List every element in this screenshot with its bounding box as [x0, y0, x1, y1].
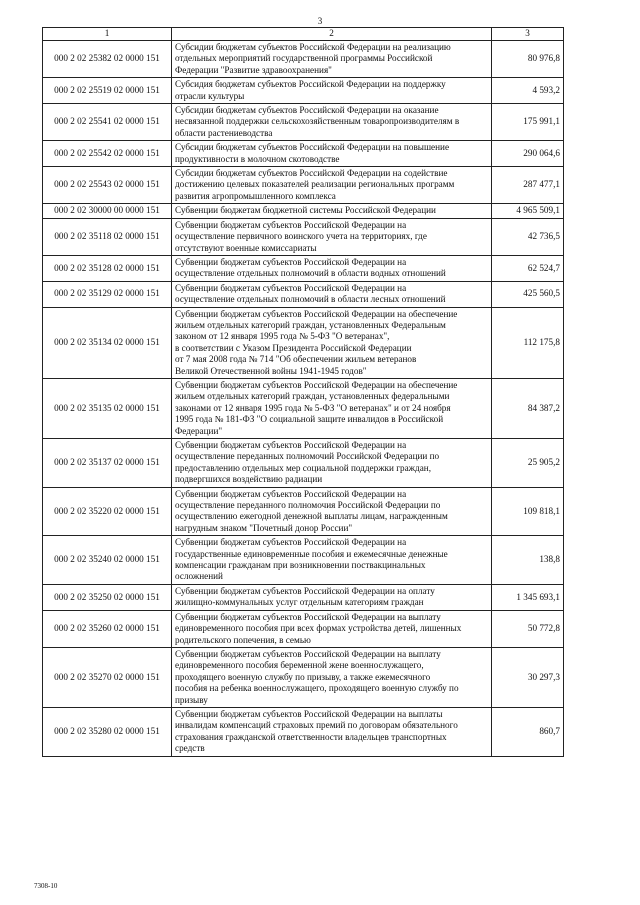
revenue-description: [172, 104, 492, 141]
column-header-3: 3: [492, 28, 564, 41]
revenue-description: [172, 281, 492, 307]
description-line: осуществлению ежегодной денежной выплаты лицам, награжденным: [175, 511, 448, 522]
page-number: 3: [317, 16, 323, 26]
amount: 109 818,1: [492, 487, 564, 536]
table-row: [43, 41, 564, 78]
classification-code: 000 2 02 35270 02 0000 151: [43, 647, 172, 707]
amount: 290 064,6: [492, 141, 564, 167]
description-line: отсутствуют военные комиссариаты: [175, 242, 317, 253]
description-line: осуществление отдельных полномочий в области лесных отношений: [175, 294, 446, 305]
classification-code: 000 2 02 25541 02 0000 151: [43, 104, 172, 141]
classification-code: 000 2 02 35118 02 0000 151: [43, 218, 172, 255]
revenue-description: [172, 204, 492, 218]
description-line: пособия на ребенка военнослужащего, проходящего военную службу по: [175, 683, 459, 694]
description-line: Федерации": [175, 425, 223, 436]
table-row: [43, 707, 564, 756]
description-line: развития агропромышленного комплекса: [175, 190, 336, 201]
description-line: Субвенции бюджетам бюджетной системы Российской Федерации: [175, 205, 436, 216]
description-line: Субвенции бюджетам субъектов Российской Федерации на: [175, 256, 407, 267]
amount: 42 736,5: [492, 218, 564, 255]
table-row: [43, 167, 564, 204]
revenue-description: [172, 307, 492, 378]
table-row: [43, 610, 564, 647]
classification-code: 000 2 02 35220 02 0000 151: [43, 487, 172, 536]
classification-code: 000 2 02 25542 02 0000 151: [43, 141, 172, 167]
description-line: единовременного пособия беременной жене военнослужащего,: [175, 660, 424, 671]
description-line: несвязанной поддержки сельскохозяйственным товаропроизводителям в: [175, 116, 460, 127]
description-line: Субвенции бюджетам субъектов Российской Федерации на выплату: [175, 648, 441, 659]
revenue-description: [172, 167, 492, 204]
table-row: [43, 307, 564, 378]
revenue-description: [172, 218, 492, 255]
description-line: подвергшихся воздействию радиации: [175, 474, 323, 485]
table-row: [43, 647, 564, 707]
description-line: осуществление первичного воинского учета на территориях, где: [175, 231, 427, 242]
revenue-description: [172, 707, 492, 756]
classification-code: 000 2 02 35135 02 0000 151: [43, 378, 172, 438]
description-line: Субвенции бюджетам субъектов Российской Федерации на обеспечение: [175, 308, 458, 319]
description-line: Субвенции бюджетам субъектов Российской Федерации на: [175, 440, 407, 450]
classification-code: 000 2 02 25519 02 0000 151: [43, 78, 172, 104]
revenue-description: [172, 255, 492, 281]
description-line: инвалидам компенсаций страховых премий по договорам обязательного: [175, 720, 458, 731]
revenue-description: [172, 536, 492, 585]
column-header-2: 2: [172, 28, 492, 41]
amount: 84 387,2: [492, 378, 564, 438]
description-line: нагрудным знаком "Почетный донор России": [175, 522, 353, 533]
description-line: жильем отдельных категорий граждан, установленных федеральными: [175, 391, 450, 402]
amount: 4 593,2: [492, 78, 564, 104]
classification-code: 000 2 02 35250 02 0000 151: [43, 584, 172, 610]
amount: 50 772,8: [492, 610, 564, 647]
description-line: законами от 12 января 1995 года № 5-ФЗ "О ветеранах" и от 24 ноября: [175, 402, 451, 413]
table-header-row: [43, 28, 564, 41]
table-row: [43, 255, 564, 281]
amount: 287 477,1: [492, 167, 564, 204]
amount: 860,7: [492, 707, 564, 756]
description-line: продуктивности в молочном скотоводстве: [175, 153, 340, 164]
description-line: Федерации "Развитие здравоохранения": [175, 64, 332, 75]
classification-code: 000 2 02 25382 02 0000 151: [43, 41, 172, 78]
description-line: Субсидии бюджетам субъектов Российской Федерации на оказание: [175, 105, 439, 116]
amount: 4 965 509,1: [492, 204, 564, 218]
table-row: [43, 141, 564, 167]
amount: 175 991,1: [492, 104, 564, 141]
description-line: Субвенции бюджетам субъектов Российской Федерации на выплату: [175, 611, 441, 622]
description-line: Субсидии бюджетам субъектов Российской Федерации на реализацию: [175, 42, 451, 52]
description-line: компенсации гражданам при возникновении поствакцинальных: [175, 560, 426, 571]
revenue-description: [172, 439, 492, 488]
amount: 25 905,2: [492, 439, 564, 488]
revenue-description: [172, 78, 492, 104]
description-line: жилищно-коммунальных услуг отдельным категориям граждан: [175, 597, 424, 608]
description-line: Великой Отечественной войны 1941-1945 годов": [175, 365, 367, 376]
description-line: области растениеводства: [175, 127, 273, 138]
classification-code: 000 2 02 35240 02 0000 151: [43, 536, 172, 585]
description-line: Субвенции бюджетам субъектов Российской Федерации на обеспечение: [175, 379, 458, 390]
description-line: Субвенции бюджетам субъектов Российской Федерации на: [175, 537, 407, 548]
classification-code: 000 2 02 35260 02 0000 151: [43, 610, 172, 647]
description-line: осуществление отдельных полномочий в области водных отношений: [175, 268, 446, 279]
description-line: в соответствии с Указом Президента Российской Федерации: [175, 342, 412, 353]
classification-code: 000 2 02 35129 02 0000 151: [43, 281, 172, 307]
classification-code: 000 2 02 35128 02 0000 151: [43, 255, 172, 281]
column-header-1: 1: [43, 28, 172, 41]
description-line: осуществление переданного полномочия Российской Федерации по: [175, 500, 441, 511]
description-line: осуществление переданных полномочий Российской Федерации по: [175, 451, 440, 462]
description-line: отдельных мероприятий государственной программы Российской: [175, 53, 433, 64]
revenue-description: [172, 378, 492, 438]
amount: 30 297,3: [492, 647, 564, 707]
revenue-description: [172, 41, 492, 78]
description-line: Субвенции бюджетам субъектов Российской Федерации на выплаты: [175, 708, 443, 719]
footer-code: 7308-10: [34, 882, 58, 890]
description-line: от 7 мая 2008 года № 714 "Об обеспечении жильем ветеранов: [175, 354, 417, 365]
amount: 425 560,5: [492, 281, 564, 307]
table-row: [43, 378, 564, 438]
description-line: государственные единовременные пособия и ежемесячные денежные: [175, 548, 448, 559]
classification-code: 000 2 02 30000 00 0000 151: [43, 204, 172, 218]
amount: 80 976,8: [492, 41, 564, 78]
description-line: 1995 года № 181-ФЗ "О социальной защите инвалидов в Российской: [175, 414, 444, 425]
classification-code: 000 2 02 25543 02 0000 151: [43, 167, 172, 204]
description-line: Субсидии бюджетам субъектов Российской Федерации на содействие: [175, 168, 448, 179]
description-line: единовременного пособия при всех формах устройства детей, лишенных: [175, 623, 462, 634]
description-line: осложнений: [175, 571, 223, 582]
description-line: Субсидии бюджетам субъектов Российской Федерации на повышение: [175, 142, 450, 153]
description-line: жильем отдельных категорий граждан, установленных Федеральным: [175, 319, 446, 330]
amount: 1 345 693,1: [492, 584, 564, 610]
description-line: Субвенции бюджетам субъектов Российской Федерации на: [175, 219, 407, 230]
description-line: призыву: [175, 694, 208, 705]
amount: 62 524,7: [492, 255, 564, 281]
amount: 112 175,8: [492, 307, 564, 378]
description-line: Субвенции бюджетам субъектов Российской Федерации на оплату: [175, 585, 435, 596]
revenue-description: [172, 141, 492, 167]
revenue-description: [172, 487, 492, 536]
revenue-description: [172, 610, 492, 647]
budget-table: [42, 27, 564, 757]
description-line: предоставлению отдельных мер социальной поддержки граждан,: [175, 462, 431, 473]
table-body: [43, 41, 564, 757]
table-row: [43, 439, 564, 488]
description-line: отрасли культуры: [175, 90, 245, 101]
table-row: [43, 536, 564, 585]
classification-code: 000 2 02 35137 02 0000 151: [43, 439, 172, 488]
classification-code: 000 2 02 35280 02 0000 151: [43, 707, 172, 756]
description-line: страхования гражданской ответственности владельцев транспортных: [175, 731, 447, 742]
description-line: Субвенции бюджетам субъектов Российской Федерации на: [175, 488, 407, 499]
table-row: [43, 584, 564, 610]
revenue-description: [172, 647, 492, 707]
amount: 138,8: [492, 536, 564, 585]
classification-code: 000 2 02 35134 02 0000 151: [43, 307, 172, 378]
table-row: [43, 487, 564, 536]
table-row: [43, 281, 564, 307]
table-row: [43, 104, 564, 141]
table-row: [43, 204, 564, 218]
description-line: достижению целевых показателей реализации региональных программ: [175, 179, 455, 190]
description-line: Субвенции бюджетам субъектов Российской Федерации на: [175, 282, 407, 293]
description-line: законом от 12 января 1995 года № 5-ФЗ "О ветеранах",: [175, 331, 390, 342]
description-line: Субсидия бюджетам субъектов Российской Федерации на поддержку: [175, 79, 446, 90]
description-line: средств: [175, 743, 205, 754]
description-line: проходящего военную службу по призыву, а также ежемесячного: [175, 671, 431, 682]
table-row: [43, 78, 564, 104]
table-row: [43, 218, 564, 255]
description-line: родительского попечения, в семью: [175, 634, 311, 645]
revenue-description: [172, 584, 492, 610]
